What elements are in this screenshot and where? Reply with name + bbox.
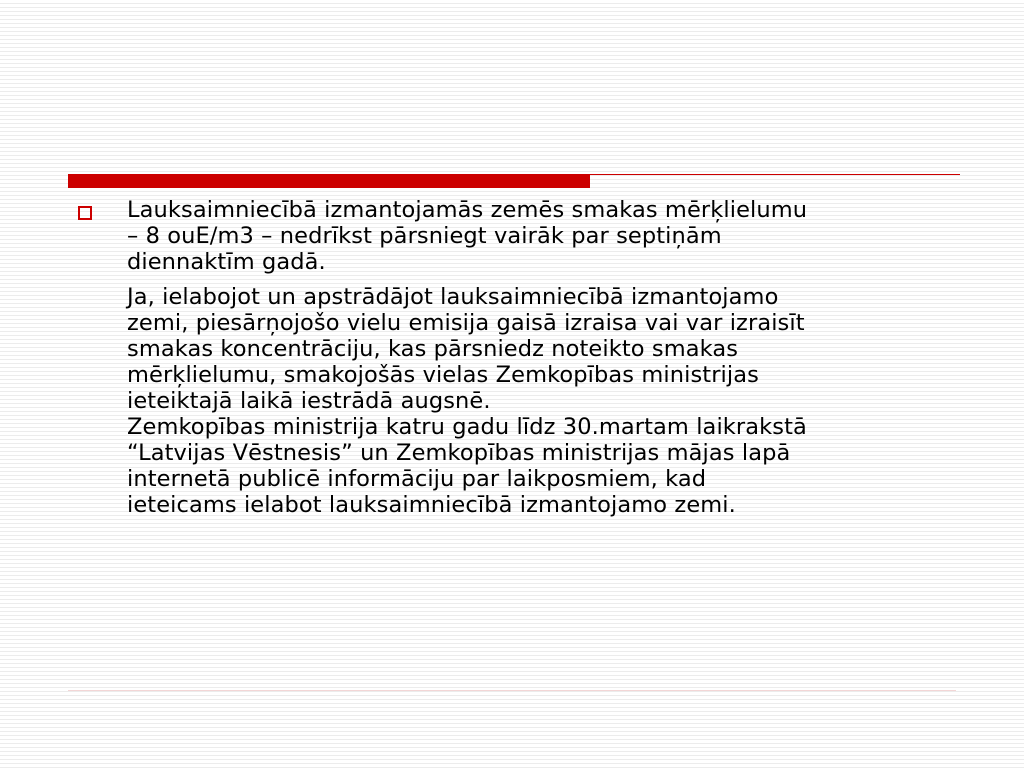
title-divider xyxy=(68,174,960,188)
continuation-text: Ja, ielabojot un apstrādājot lauksaimniecībā izmantojamo zemi, piesārņojošo vielu emisija gaisā izraisa vai var izraisīt smakas koncentrāciju, kas pārsniedz noteikto smakas mērķlielumu, smakojošās vielas Zemkopības ministrijas ieteiktajā laikā iestrādā augsnē. Zemkopības ministrija katru gadu līdz 30.martam laikrakstā “Latvijas Vēstnesis” un Zemkopības ministrijas mājas lapā internetā publicē informāciju par laikposmiem, kad ieteicams ielabot lauksaimniecībā izmantojamo zemi. xyxy=(127,284,807,518)
bullet-item xyxy=(76,197,956,518)
bullet-text: Lauksaimniecībā izmantojamās zemēs smakas mērķlielumu – 8 ouE/m3 – nedrīkst pārsniegt vairāk par septiņām diennaktīm gadā. xyxy=(127,197,808,275)
footer-divider xyxy=(68,690,956,691)
hollow-square-bullet-icon xyxy=(78,206,92,220)
accent-bar xyxy=(68,174,590,188)
slide-body xyxy=(76,197,956,518)
accent-line xyxy=(590,174,960,175)
